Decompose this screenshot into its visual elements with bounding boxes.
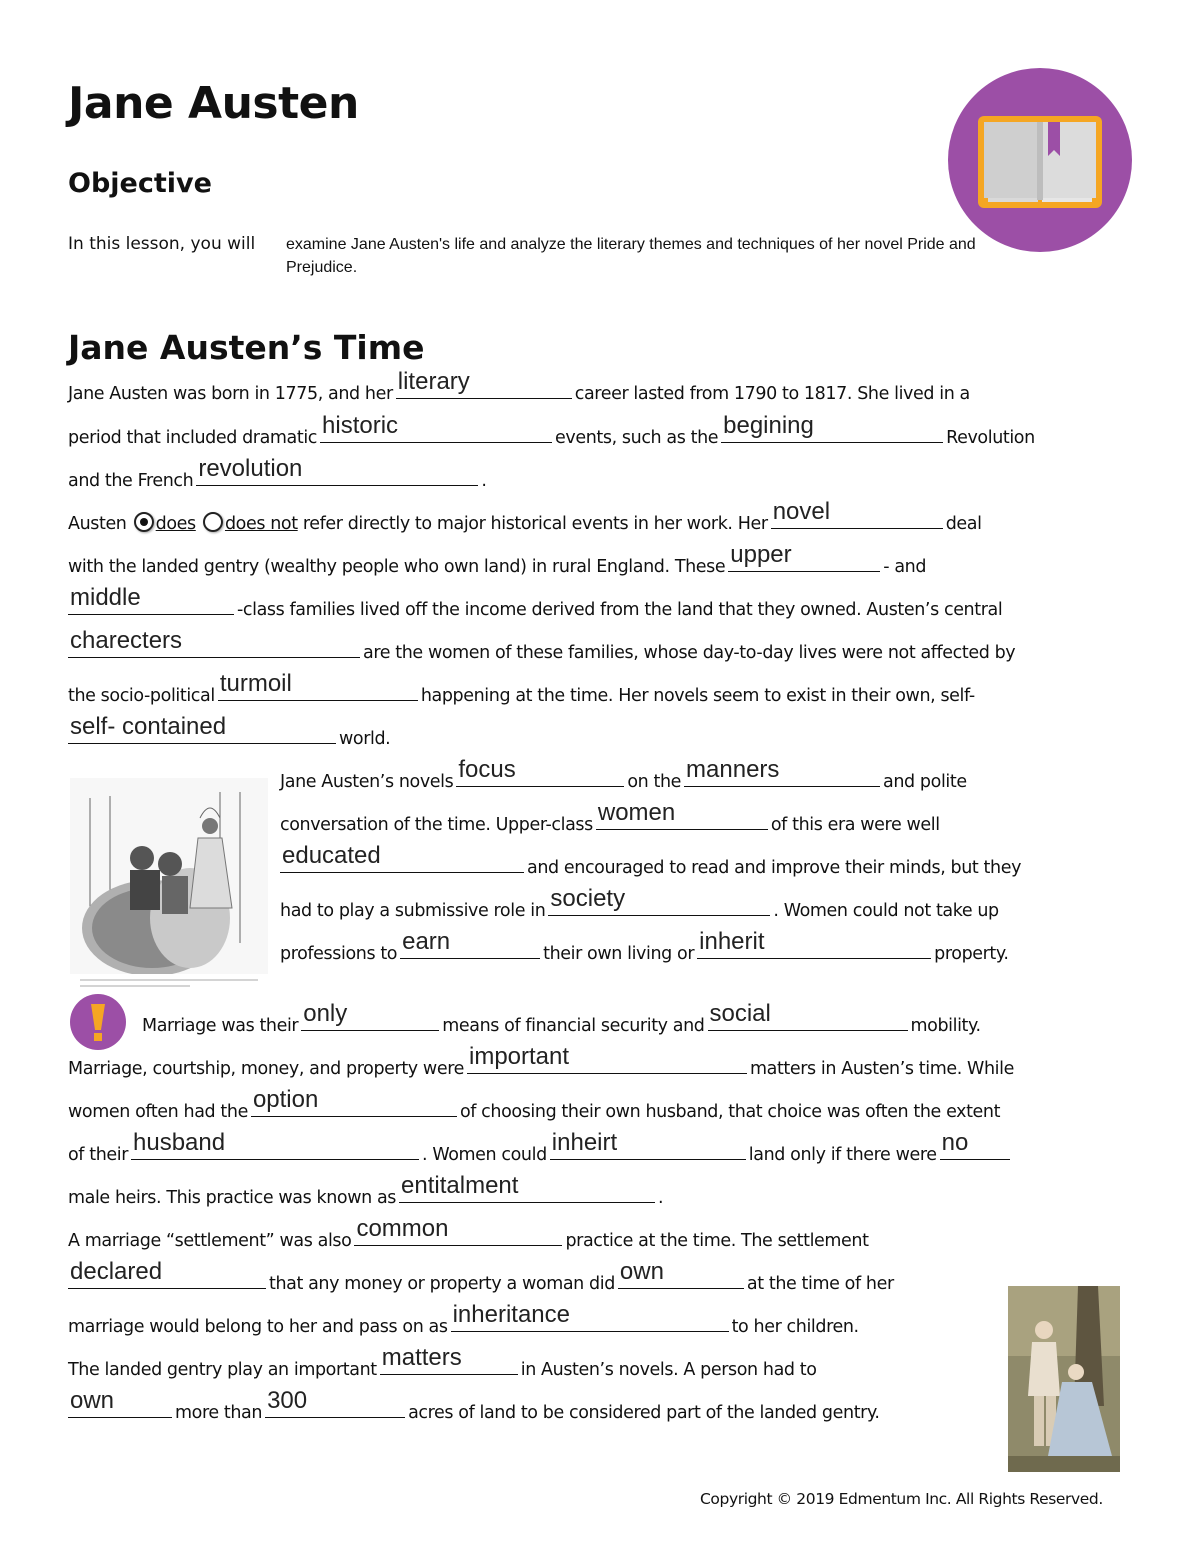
- fill-blank[interactable]: middle: [68, 594, 234, 615]
- radio-does[interactable]: [134, 512, 154, 532]
- fill-blank[interactable]: society: [548, 895, 770, 916]
- fill-blank[interactable]: upper: [728, 551, 880, 572]
- text-line: own more than 300 acres of land to be considered part of the landed gentry.: [70, 1387, 880, 1423]
- exclamation-icon: [70, 994, 126, 1050]
- fill-blank[interactable]: educated: [280, 852, 524, 873]
- text-line: had to play a submissive role in society . Women could not take up: [280, 885, 999, 921]
- fill-blank[interactable]: women: [596, 809, 768, 830]
- intro-answer-text: examine Jane Austen's life and analyze the literary themes and techniques of her novel Pride and Prejudice.: [286, 236, 976, 276]
- text-line: period that included dramatic historic events, such as the begining Revolution: [68, 412, 1035, 448]
- fill-blank[interactable]: manners: [684, 766, 880, 787]
- text-line: The landed gentry play an important matters in Austen’s novels. A person had to: [68, 1344, 817, 1380]
- fill-blank[interactable]: declared: [68, 1268, 266, 1289]
- fill-blank[interactable]: 300: [265, 1397, 405, 1418]
- fill-blank[interactable]: focus: [456, 766, 624, 787]
- text-line: male heirs. This practice was known as entitalment .: [68, 1172, 664, 1208]
- fill-blank[interactable]: turmoil: [218, 680, 418, 701]
- text-line: Jane Austen was born in 1775, and her literary career lasted from 1790 to 1817. She lived in a: [68, 368, 970, 404]
- text-line: conversation of the time. Upper-class women of this era were well: [280, 799, 940, 835]
- radio-label-does: does: [155, 514, 196, 534]
- objective-heading: Objective: [68, 168, 212, 199]
- page-title: Jane Austen: [68, 78, 359, 129]
- fill-blank[interactable]: only: [301, 1010, 439, 1031]
- fill-blank[interactable]: earn: [400, 938, 540, 959]
- text-line: of their husband . Women could inheirt land only if there were no: [68, 1139, 1013, 1165]
- text-line: and the French revolution .: [68, 455, 487, 491]
- fill-blank[interactable]: matters: [380, 1354, 518, 1375]
- fill-blank[interactable]: novel: [771, 508, 943, 529]
- text-line: educated and encouraged to read and improve their minds, but they: [282, 842, 1022, 878]
- text-line: middle -class families lived off the income derived from the land that they owned. Austen’s central: [70, 584, 1003, 620]
- text-line: professions to earn their own living or inherit property.: [280, 928, 1009, 964]
- fill-blank[interactable]: no: [940, 1139, 1010, 1160]
- text-line: with the landed gentry (wealthy people who own land) in rural England. These upper - and: [68, 541, 927, 577]
- text-line: self- contained world.: [70, 713, 391, 749]
- text-line: the socio-political turmoil happening at the time. Her novels seem to exist in their own, self-: [68, 670, 975, 706]
- fill-blank[interactable]: historic: [320, 422, 552, 443]
- radio-does-not[interactable]: [203, 512, 223, 532]
- radio-label-does-not: does not: [224, 514, 298, 534]
- fill-blank[interactable]: option: [251, 1096, 457, 1117]
- text-line: women often had the option of choosing their own husband, that choice was often the extent: [68, 1086, 1001, 1122]
- fill-blank[interactable]: begining: [721, 422, 943, 443]
- book-icon: [948, 68, 1132, 252]
- fill-blank[interactable]: inheirt: [550, 1139, 746, 1160]
- fill-blank[interactable]: husband: [131, 1139, 419, 1160]
- section-heading: Jane Austen’s Time: [68, 328, 425, 367]
- text-line: declared that any money or property a woman did own at the time of her: [70, 1258, 894, 1294]
- fill-blank[interactable]: charecters: [68, 637, 360, 658]
- text-line: Austen does does not refer directly to major historical events in her work. Her novel deal: [68, 498, 982, 534]
- text-line: Jane Austen’s novels focus on the manners and polite: [280, 756, 967, 792]
- fill-blank[interactable]: own: [618, 1268, 744, 1289]
- text-line: marriage would belong to her and pass on as inheritance to her children.: [68, 1301, 859, 1337]
- text-line: charecters are the women of these families, whose day-to-day lives were not affected by: [70, 627, 1016, 663]
- copyright-notice: Copyright © 2019 Edmentum Inc. All Rights Reserved.: [700, 1490, 1103, 1508]
- text-line: A marriage “settlement” was also common practice at the time. The settlement: [68, 1215, 869, 1251]
- fill-blank[interactable]: common: [354, 1225, 562, 1246]
- fill-blank[interactable]: self- contained: [68, 723, 336, 744]
- text-line: Marriage, courtship, money, and property were important matters in Austen’s time. While: [68, 1043, 1014, 1079]
- text-line: Marriage was their only means of financial security and social mobility.: [142, 1000, 981, 1036]
- fill-blank[interactable]: inheritance: [451, 1311, 729, 1332]
- victorian-ladies-illustration: [70, 778, 268, 992]
- fill-blank[interactable]: entitalment: [399, 1182, 655, 1203]
- fill-blank[interactable]: inherit: [697, 938, 931, 959]
- fill-blank[interactable]: literary: [396, 378, 572, 399]
- intro-lead: In this lesson, you will: [68, 234, 256, 254]
- gentry-couple-painting: [1008, 1286, 1120, 1472]
- fill-blank[interactable]: important: [467, 1053, 747, 1074]
- fill-blank[interactable]: revolution: [196, 465, 478, 486]
- fill-blank[interactable]: social: [708, 1010, 908, 1031]
- fill-blank[interactable]: own: [68, 1397, 172, 1418]
